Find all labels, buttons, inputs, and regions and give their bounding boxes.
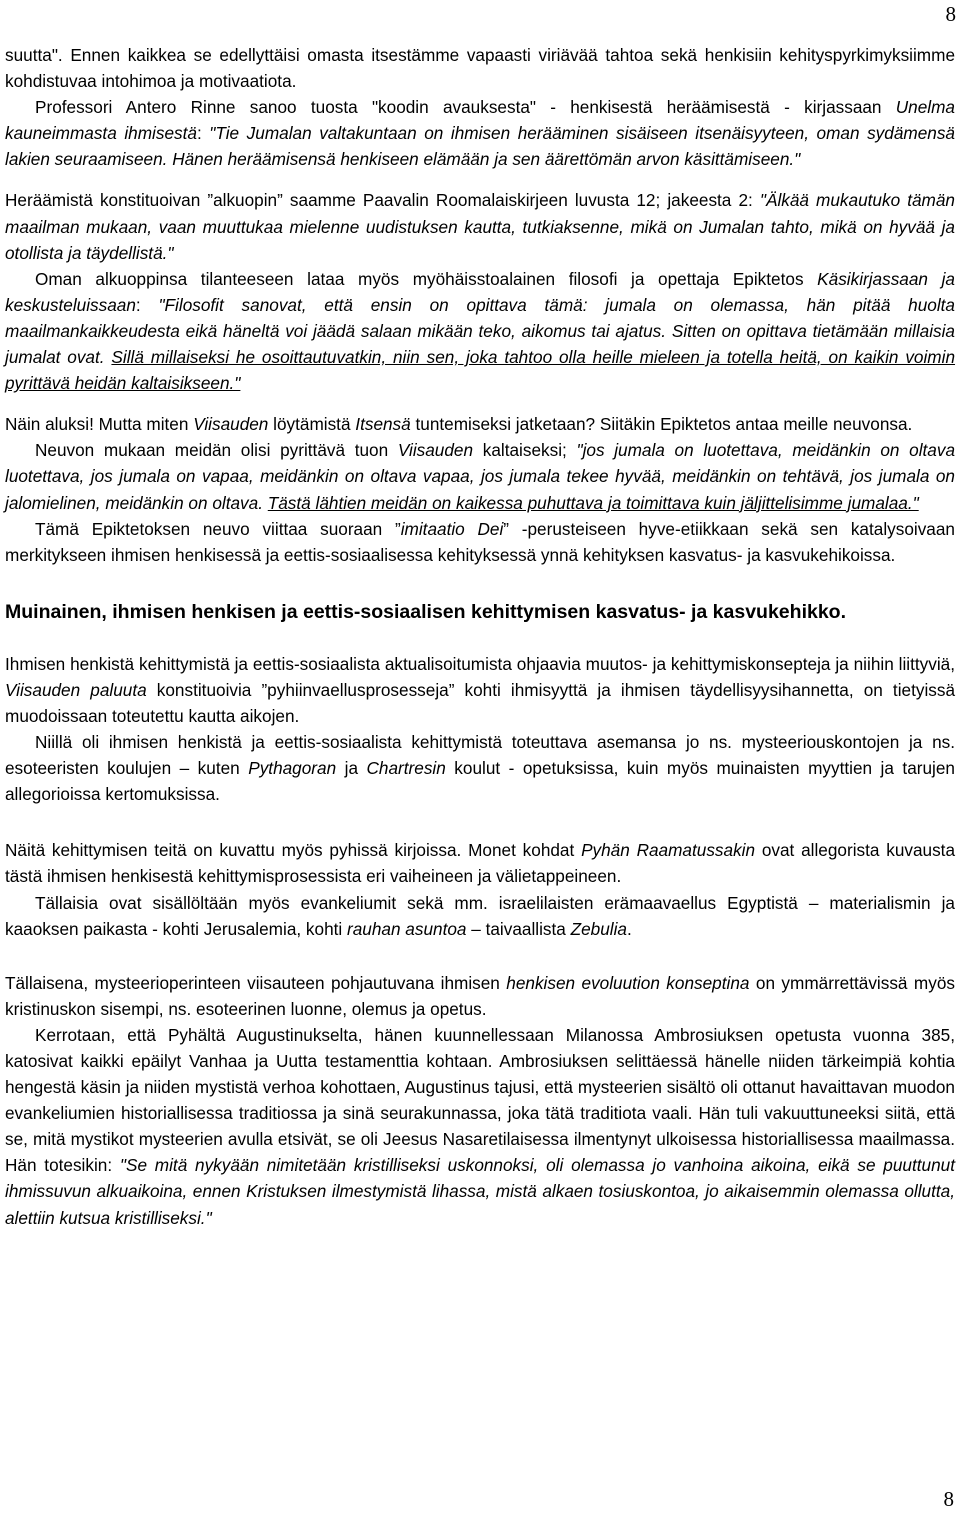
paragraph (5, 437, 955, 515)
paragraph (5, 411, 955, 437)
text-run: löytämistä (268, 414, 356, 435)
paragraph (5, 729, 955, 807)
text-run: – taivaallista (466, 918, 571, 939)
text-run: koulut - opetuksissa, kuin myös muinaisten myyttien ja tarujen allegorioissa kertomuksissa. (5, 758, 955, 805)
text-run: Ihmisen henkistä kehittymistä ja eettis-sosiaalista aktualisoitumista ohjaavia muutos- ja kehittymiskonsepteja ja niihin liittyviä, (5, 653, 955, 674)
text-run: Pythagoran (248, 758, 337, 779)
text-run: "jos jumala on luotettava, meidänkin on oltava luotettava, jos jumala on vapaa, meidänkin on oltava vapaa, jos jumala tekee hyvää, meidänkin on tehtävä, jos jumala on jalomielinen, meidänkin on oltava. (5, 440, 955, 513)
text-run: Tällaisena, mysteerioperinteen viisauteen pohjautuvana ihmisen (5, 972, 507, 993)
text-run: : (196, 123, 210, 144)
paragraph (5, 1022, 955, 1231)
page-number-top: 8 (945, 2, 956, 26)
text-run: Neuvon mukaan meidän olisi pyrittävä tuon (35, 440, 398, 461)
text-run: tuntemiseksi jatketaan? Siitäkin Epiktetos antaa meille neuvonsa. (410, 414, 913, 435)
text-run: "Filosofit sanovat, että ensin on opittava tämä: jumala on olemassa, hän pitää huolta maailmankaikkeudesta eikä häneltä voi jäädä salaan mikään teko, aikomus tai ajatus. Sitten on opittava tietämään millaisia jumalat ovat. (5, 294, 955, 368)
text-run: "Tie Jumalan valtakuntaan on ihmisen herääminen sisäiseen itsenäisyyteen, oman sydämensä lakien seuraamiseen. Hänen heräämisensä henkiseen elämään ja sen äärettömän arvon käsittämiseen." (5, 123, 955, 170)
text-run: . (627, 918, 632, 939)
text-run: imitaatio Dei (400, 518, 504, 539)
paragraph (5, 651, 955, 729)
text-run: : (135, 294, 159, 315)
paragraph (5, 266, 955, 396)
text-run: Viisauden (193, 414, 269, 435)
text-run: Niillä oli ihmisen henkistä ja eettis-sosiaalista kehittymistä toteuttava asemansa jo ns. mysteeriouskontojen ja ns. esoteeristen koulujen – kuten (5, 732, 955, 779)
page-number-bottom: 8 (943, 1487, 954, 1511)
paragraph (5, 94, 955, 172)
paragraph (5, 970, 955, 1022)
text-run: "Älkää mukautuko tämän maailman mukaan, vaan muuttukaa mielenne uudistuksen kautta, tutkiaksenne, mikä on Jumalan tahto, mikä on hyvää ja otollista ja täydellistä." (5, 190, 955, 263)
text-run: suutta". Ennen kaikkea se edellyttäisi omasta itsestämme vapaasti viriävää tahtoa sekä henkisiin kehityspyrkimyksiimme kohdistuvaa intohimoa ja motivaatiota. (5, 45, 955, 92)
text-run: kaltaiseksi; (473, 440, 577, 461)
text-run: rauhan asuntoa (347, 918, 467, 939)
text-run: Heräämistä konstituoivan ”alkuopin” saamme Paavalin Roomalaiskirjeen luvusta 12; jakeesta 2: (5, 190, 760, 211)
section-heading: Muinainen, ihmisen henkisen ja eettis-sosiaalisen kehittymisen kasvatus- ja kasvukehikko. (5, 600, 847, 623)
paragraph (5, 42, 955, 94)
text-run: Käsikirjassaan ja keskusteluissaan (5, 268, 955, 315)
text-run: Sillä millaiseksi he osoittautuvatkin, niin sen, joka tahtoo olla heille mieleen ja totella heitä, on kaikin voimin pyrittävä heidän kaltaisikseen." (5, 347, 956, 394)
paragraph (5, 187, 955, 265)
text-run: "Se mitä nykyään nimitetään kristilliseksi uskonnoksi, oli olemassa jo vanhoina aikoina, eikä se puuttunut ihmissuvun alkuaikoina, ennen Kristuksen ilmestymistä lihassa, mistä alkaen tosiuskontoa, jo aikaisemmin olemassa ollutta, alettiin kutsua kristilliseksi." (5, 1155, 955, 1228)
text-run: Tämä Epiktetoksen neuvo viittaa suoraan ” (35, 518, 401, 539)
text-run: on ymmärrettävissä myös kristinuskon sisempi, ns. esoteerinen luonne, olemus ja opetus. (5, 972, 955, 1019)
text-run: ovat allegorista kuvausta tästä ihmisen henkisestä kehittymisprosessista eri vaiheineen ja välietappeineen. (5, 840, 956, 887)
text-run: Professori Antero Rinne sanoo tuosta "koodin avauksesta" - henkisestä heräämisestä - kirjassaan (35, 97, 896, 118)
text-run: Näin aluksi! Mutta miten (5, 414, 194, 435)
paragraph (5, 837, 955, 889)
text-run: konstituoivia ”pyhiinvaellusprosesseja” kohti ihmisyyttä ja ihmisen täydellisyysihannetta, on tietyissä muodoissaan toteutettu kautta aikojen. (5, 679, 956, 726)
text-run: Chartresin (366, 758, 446, 779)
text-run: Näitä kehittymisen teitä on kuvattu myös pyhissä kirjoissa. Monet kohdat (5, 840, 582, 861)
paragraph (5, 516, 955, 568)
text-run: Zebulia (570, 918, 627, 939)
text-run: Viisauden paluuta (5, 679, 147, 700)
text-run: ” -perusteiseen hyve-etiikkaan sekä sen katalysoivaan merkitykseen ihmisen henkisessä ja eettis-sosiaalisessa kehityksessä ynnä kehityksen kasvatus- ja kasvukehikoissa. (5, 518, 955, 565)
text-run: Oman alkuoppinsa tilanteeseen lataa myös myöhäisstoalainen filosofi ja opettaja Epiktetos (35, 268, 818, 289)
text-run: Tästä lähtien meidän on kaikessa puhuttava ja toimittava kuin jäljittelisimme jumalaa." (267, 492, 919, 513)
text-run: Unelma kauneimmasta ihmisestä (5, 97, 955, 144)
text-run: ja (336, 758, 367, 779)
paragraph (5, 890, 955, 942)
text-run: Itsensä (355, 414, 411, 435)
text-run: henkisen evoluution konseptina (506, 972, 750, 993)
document-body (5, 42, 955, 1231)
text-run: Tällaisia ovat sisällöltään myös evankeliumit sekä mm. israelilaisten erämaavaellus Egyptistä – materialismin ja kaaoksen paikasta - kohti Jerusalemia, kohti (5, 892, 955, 939)
text-run: Kerrotaan, että Pyhältä Augustinukselta, hänen kuunnellessaan Milanossa Ambrosiuksen opetusta vuonna 385, katosivat kaikki epäilyt Vanhaa ja Uutta testamenttia kohtaan. Ambrosiuksen selittäessä hänelle niiden tärkeimpiä kohtia hengestä käsin ja niiden mystistä verhoa kohottaen, Augustinus tajusi, että mysteerien sisältö oli ottanut havaittavan muodon evankeliumien historiallisessa traditiossa ja sinä seurakunnassa, joka tätä traditiota vaali. Hän tuli vakuuttuneeksi siitä, että se, mitä mystikot mysteerien avulla etsivät, se oli Jeesus Nasaretilaisessa ilmentynyt ulkoisessa historiallisessa maailmassa. Hän totesikin: (5, 1024, 955, 1176)
text-run: Viisauden (397, 440, 474, 461)
text-run: Pyhän Raamatussakin (581, 840, 756, 861)
